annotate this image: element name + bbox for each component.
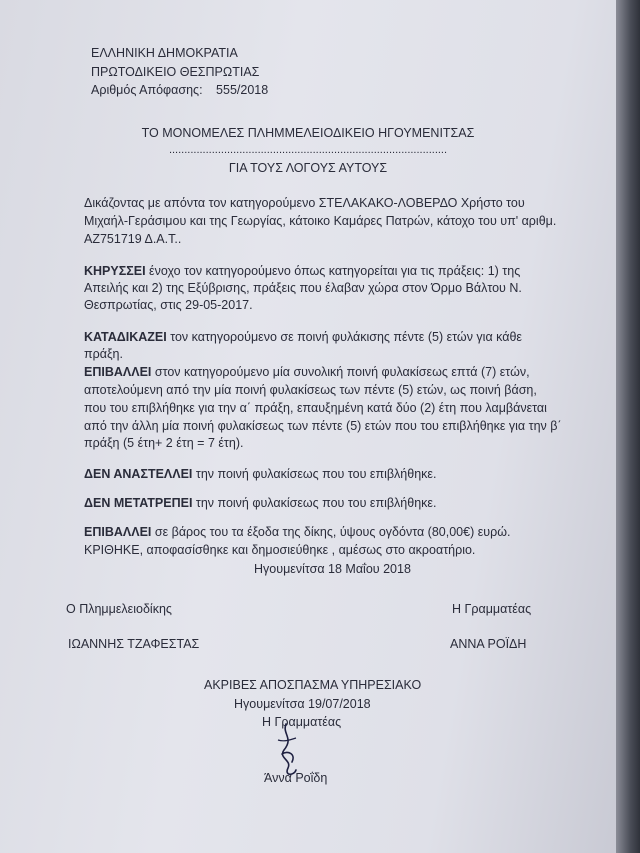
p6-keyword: ΔΕΝ ΜΕΤΑΤΡΕΠΕΙ xyxy=(84,496,193,510)
p3-keyword: ΚΑΤΑΔΙΚΑΖΕΙ xyxy=(84,330,167,344)
header-line-1: ΕΛΛΗΝΙΚΗ ΔΗΜΟΚΡΑΤΙΑ xyxy=(91,46,238,60)
p2-text: ένοχο τον κατηγορούμενο όπως κατηγορείται για τις πράξεις: 1) της xyxy=(145,264,521,278)
court-title: ΤΟ ΜΟΝΟΜΕΛΕΣ ΠΛΗΜΜΕΛΕΙΟΔΙΚΕΙΟ ΗΓΟΥΜΕΝΙΤΣΑΣ xyxy=(141,126,475,140)
p3-line-2: πράξη. xyxy=(84,347,123,361)
p7-keyword: ΕΠΙΒΑΛΛΕΙ xyxy=(84,525,152,539)
p2-line-1 xyxy=(84,264,520,278)
date-place: Ηγουμενίτσα 18 Μαΐου 2018 xyxy=(254,562,411,576)
decision-label: Αριθμός Απόφασης: xyxy=(91,83,203,97)
p4-line-3: που του επιβλήθηκε για την α΄ πράξη, επαυξημένη κατά δύο (2) έτη που λαμβάνεται xyxy=(84,401,547,415)
p1-line-3: ΑΖ751719 Δ.Α.Τ.. xyxy=(84,232,182,246)
p7-text: σε βάρος του τα έξοδα της δίκης, ύψους ογδόντα (80,00€) ευρώ. xyxy=(151,525,511,539)
copy-title: ΑΚΡΙΒΕΣ ΑΠΟΣΠΑΣΜΑ ΥΠΗΡΕΣΙΑΚΟ xyxy=(204,678,422,692)
p4-line-4: από την άλλη μία ποινή φυλακίσεως των πέντε (5) ετών που του επιβλήθηκε για την β΄ xyxy=(84,419,562,433)
copy-date: Ηγουμενίτσα 19/07/2018 xyxy=(234,697,371,711)
p4-line-5: πράξη (5 έτη+ 2 έτη = 7 έτη). xyxy=(84,436,244,450)
p2-line-3: Θεσπρωτίας, στις 29-05-2017. xyxy=(84,298,253,312)
background-edge xyxy=(616,0,640,853)
judge-title: Ο Πλημμελειοδίκης xyxy=(66,602,172,616)
p3-text: τον κατηγορούμενο σε ποινή φυλάκισης πέντε (5) ετών για κάθε xyxy=(166,330,522,344)
header-line-2: ΠΡΩΤΟΔΙΚΕΙΟ ΘΕΣΠΡΩΤΙΑΣ xyxy=(91,65,260,79)
judge-name: ΙΩΑΝΝΗΣ ΤΖΑΦΕΣΤΑΣ xyxy=(68,637,200,651)
p4-line-1 xyxy=(84,365,530,379)
p5-line xyxy=(84,467,436,481)
p2-keyword: ΚΗΡΥΣΣΕΙ xyxy=(84,264,146,278)
secretary-title: Η Γραμματέας xyxy=(452,602,532,616)
copy-role: Η Γραμματέας xyxy=(262,715,342,729)
decision-number: 555/2018 xyxy=(216,83,269,97)
p4-text: στον κατηγορούμενο μία συνολική ποινή φυλακίσεως επτά (7) ετών, xyxy=(151,365,530,379)
p3-line-1 xyxy=(84,330,522,344)
secretary-name: ΑΝΝΑ ΡΟΪΔΗ xyxy=(450,637,527,651)
p4-keyword: ΕΠΙΒΑΛΛΕΙ xyxy=(84,365,152,379)
p6-line xyxy=(84,496,436,510)
p1-line-2: Μιχαήλ-Γεράσιμου και της Γεωργίας, κάτοικο Καμάρες Πατρών, κάτοχο του υπ' αριθμ. xyxy=(84,214,557,228)
p2-line-2: Απειλής και 2) της Εξύβρισης, πράξεις που έλαβαν χώρα στον Όρμο Βάλτου Ν. xyxy=(84,281,522,295)
p5-keyword: ΔΕΝ ΑΝΑΣΤΕΛΛΕΙ xyxy=(84,467,193,481)
reasons-title: ΓΙΑ ΤΟΥΣ ΛΟΓΟΥΣ ΑΥΤΟΥΣ xyxy=(228,161,388,175)
p1-line-1: Δικάζοντας με απόντα τον κατηγορούμενο ΣΤΕΛΑΚΑΚΟ-ΛΟΒΕΡΔΟ Χρήστο του xyxy=(84,196,525,210)
dotted-line: ........................................................................................... xyxy=(168,144,448,156)
decision-line xyxy=(91,83,268,97)
p6-text: την ποινή φυλακίσεως που του επιβλήθηκε. xyxy=(192,496,437,510)
judged-line: ΚΡΙΘΗΚΕ, αποφασίσθηκε και δημοσιεύθηκε , αμέσως στο ακροατήριο. xyxy=(84,543,476,557)
copy-name: Άννα Ροΐδη xyxy=(264,771,328,785)
p5-text: την ποινή φυλακίσεως που του επιβλήθηκε. xyxy=(192,467,437,481)
p4-line-2: αποτελούμενη από την μία ποινή φυλακίσεως των πέντε (5) ετών, ως ποινή βάση, xyxy=(84,383,537,397)
p7-line xyxy=(84,525,510,539)
